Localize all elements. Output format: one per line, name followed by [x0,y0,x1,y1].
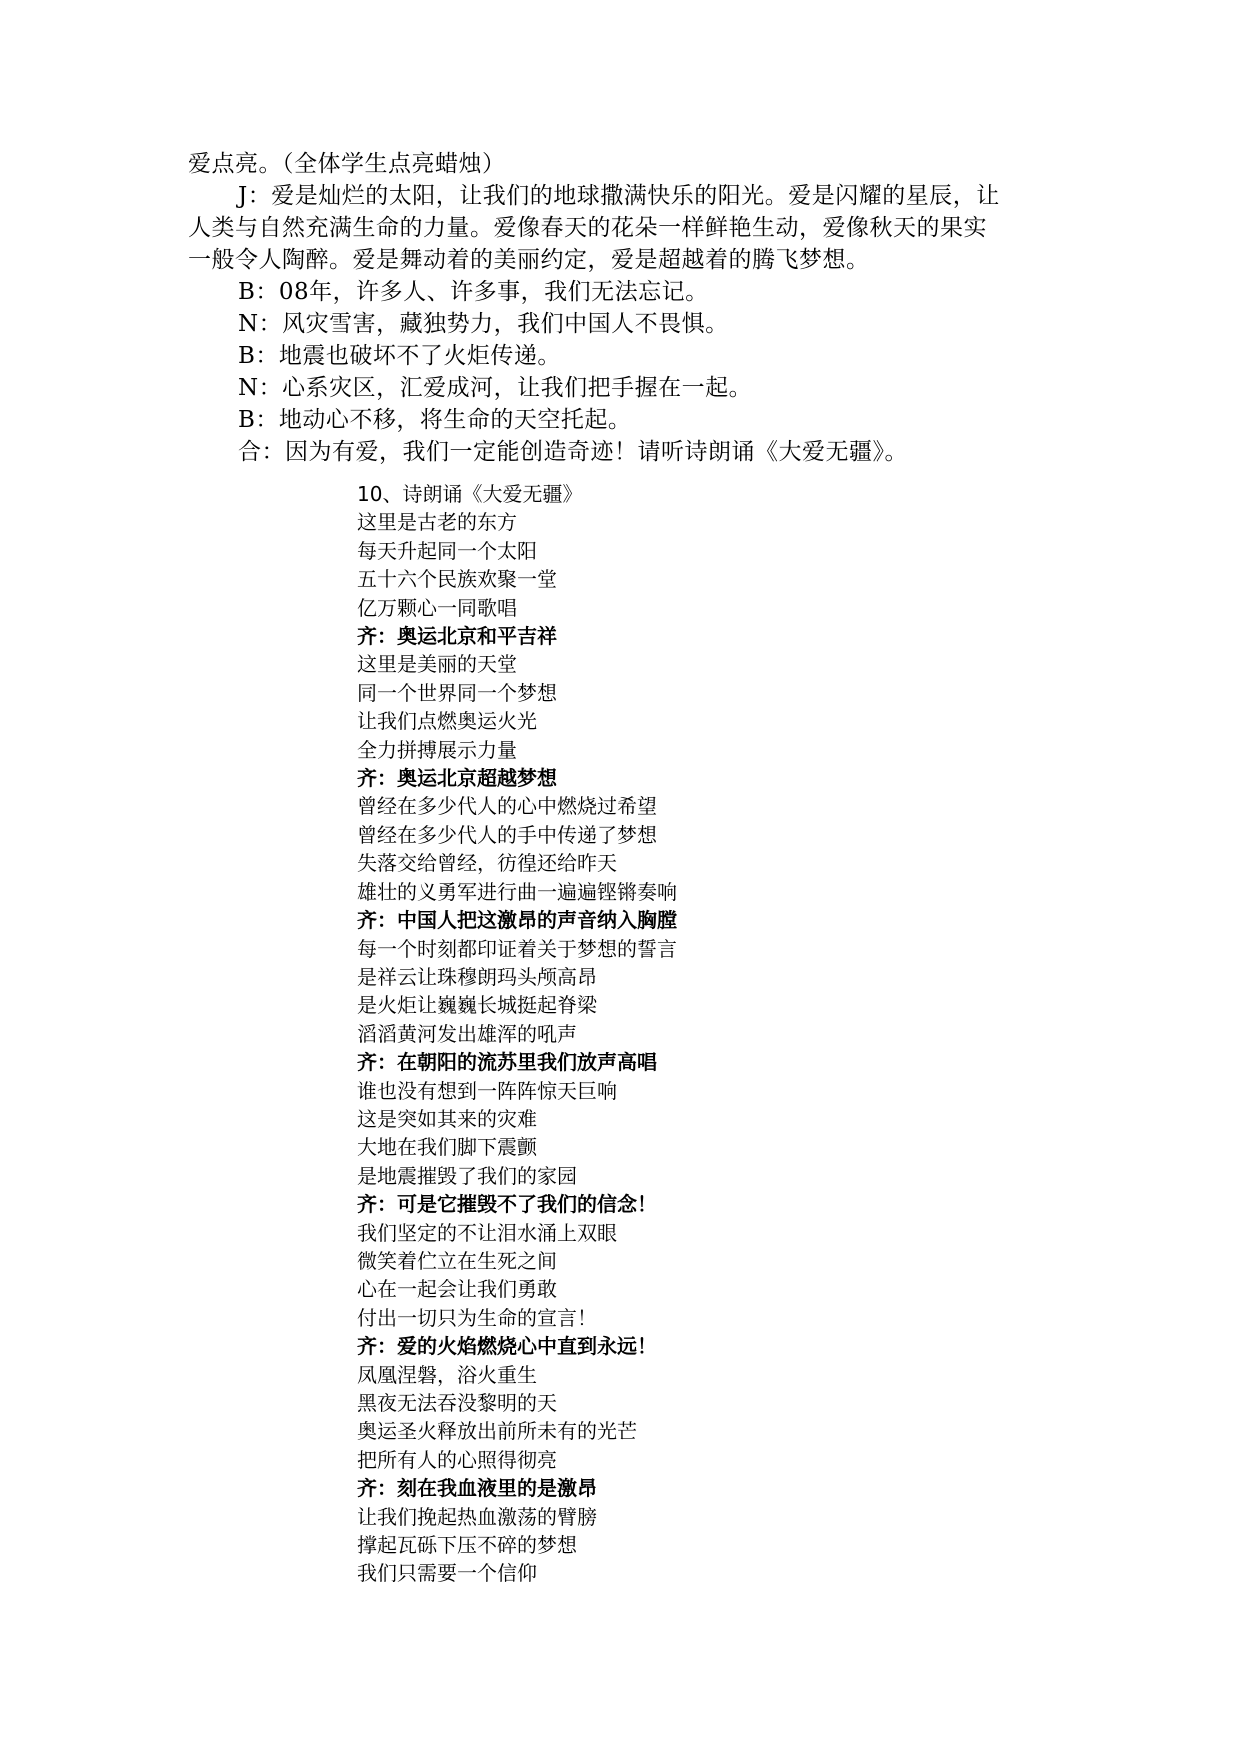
poem-line: 是地震摧毁了我们的家园 [357,1163,577,1188]
poem-chorus-line: 齐：刻在我血液里的是激昂 [357,1476,597,1501]
prose-line: B：地震也破坏不了火炬传递。 [238,343,561,369]
poem-line: 凤凰涅磐，浴火重生 [357,1362,537,1387]
poem-line: 曾经在多少代人的手中传递了梦想 [357,822,657,847]
poem-chorus-line: 齐：可是它摧毁不了我们的信念！ [357,1192,657,1217]
prose-line: B：地动心不移，将生命的天空托起。 [238,407,632,433]
poem-line: 大地在我们脚下震颤 [357,1135,537,1160]
prose-line: N：风灾雪害，藏独势力，我们中国人不畏惧。 [238,311,729,337]
poem-line: 每天升起同一个太阳 [357,538,537,563]
poem-line: 这里是古老的东方 [357,510,517,535]
poem-line: 让我们点燃奥运火光 [357,709,537,734]
poem-line: 把所有人的心照得彻亮 [357,1447,557,1472]
poem-line: 同一个世界同一个梦想 [357,680,557,705]
poem-line: 谁也没有想到一阵阵惊天巨响 [357,1078,617,1103]
poem-line: 五十六个民族欢聚一堂 [357,567,557,592]
poem-line: 亿万颗心一同歌唱 [357,595,517,620]
poem-line: 滔滔黄河发出雄浑的吼声 [357,1021,577,1046]
prose-line: B：08年，许多人、许多事，我们无法忘记。 [238,279,709,305]
script-dialogue [188,148,1058,468]
poem-line: 我们只需要一个信仰 [357,1561,537,1586]
poem-line: 奥运圣火释放出前所未有的光芒 [357,1419,637,1444]
poem-line: 让我们挽起热血激荡的臂膀 [357,1504,597,1529]
poem-line: 每一个时刻都印证着关于梦想的誓言 [357,936,677,961]
poem-chorus-line: 齐：在朝阳的流苏里我们放声高唱 [357,1050,657,1075]
prose-line: 人类与自然充满生命的力量。爱像春天的花朵一样鲜艳生动，爱像秋天的果实 [188,215,987,241]
poem-chorus-line: 齐：奥运北京超越梦想 [357,766,557,791]
poem-line: 黑夜无法吞没黎明的天 [357,1391,557,1415]
poem-chorus-line: 齐：奥运北京和平吉祥 [357,624,557,649]
poem-line: 雄壮的义勇军进行曲一遍遍铿锵奏响 [357,879,677,904]
poem-line: 是火炬让巍巍长城挺起脊梁 [357,993,597,1018]
prose-line: J：爱是灿烂的太阳，让我们的地球撒满快乐的阳光。爱是闪耀的星辰，让 [238,183,1000,209]
poem-chorus-line: 齐：中国人把这激昂的声音纳入胸膛 [357,908,677,933]
poem-line: 撑起瓦砾下压不碎的梦想 [357,1533,577,1558]
poem-title: 10、诗朗诵《大爱无疆》 [357,482,583,506]
prose-line: 一般令人陶醉。爱是舞动着的美丽约定，爱是超越着的腾飞梦想。 [188,247,870,273]
poem-chorus-line: 齐：爱的火焰燃烧心中直到永远！ [357,1334,657,1359]
poem-line: 这是突如其来的灾难 [357,1106,537,1131]
poem-line: 微笑着伫立在生死之间 [357,1248,557,1273]
poem-line: 心在一起会让我们勇敢 [357,1277,557,1302]
poem-block [357,480,1057,1588]
poem-line: 这里是美丽的天堂 [357,652,517,677]
prose-line: 爱点亮。（全体学生点亮蜡烛） [188,151,506,177]
poem-line: 是祥云让珠穆朗玛头颅高昂 [357,964,597,989]
poem-line: 失落交给曾经，彷徨还给昨天 [357,851,617,876]
poem-line: 全力拼搏展示力量 [357,737,517,762]
prose-line: N：心系灾区，汇爱成河，让我们把手握在一起。 [238,375,753,401]
poem-line: 付出一切只为生命的宣言！ [357,1305,597,1330]
poem-line: 我们坚定的不让泪水涌上双眼 [357,1220,617,1245]
poem-line: 曾经在多少代人的心中燃烧过希望 [357,794,657,819]
prose-line: 合：因为有爱，我们一定能创造奇迹！请听诗朗诵《大爱无疆》。 [238,439,908,465]
